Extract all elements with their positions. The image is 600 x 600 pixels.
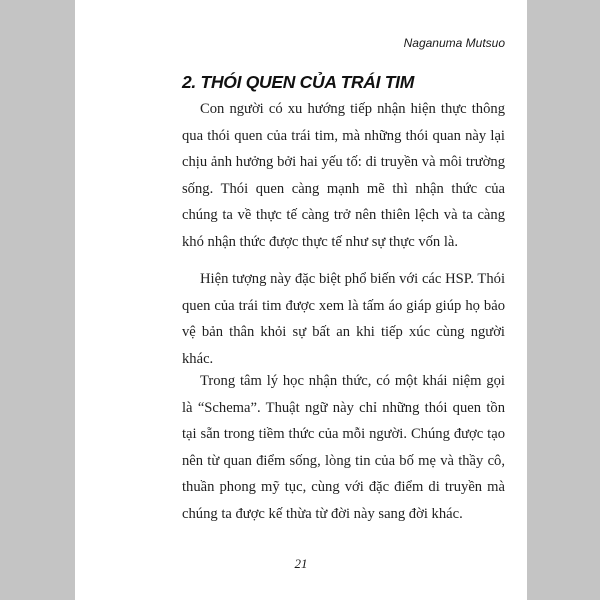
section-title: 2. THÓI QUEN CỦA TRÁI TIM [182, 72, 414, 92]
body-paragraph-3: Trong tâm lý học nhận thức, có một khái niệm gọi là “Schema”. Thuật ngữ này chỉ những thói quen tồn tại sẵn trong tiềm thức của mỗi người. Chúng được tạo nên từ quan điểm sống, lòng tin của bố mẹ và thầy cô, thuần phong mỹ tục, cùng với đặc điểm di truyền mà chúng ta được kế thừa từ đời này sang đời khác. [182, 373, 505, 522]
body-paragraph-1: Con người có xu hướng tiếp nhận hiện thực thông qua thói quen của trái tim, mà những thói quan này lại chịu ảnh hưởng bởi hai yếu tố: di truyền và môi trường sống. Thói quen càng mạnh mẽ thì nhận thức của chúng ta về thực tế càng trở nên thiên lệch và ta càng khó nhận thức được thực tế như sự thực vốn là. [182, 101, 505, 250]
page-number: 21 [294, 556, 308, 571]
running-header-author: Naganuma Mutsuo [403, 36, 505, 50]
book-page [75, 0, 527, 600]
body-paragraph-2: Hiện tượng này đặc biệt phổ biến với các HSP. Thói quen của trái tim được xem là tấm áo giáp giúp họ bảo vệ bản thân khỏi sự bất an khi tiếp xúc cùng người khác. [182, 271, 505, 367]
